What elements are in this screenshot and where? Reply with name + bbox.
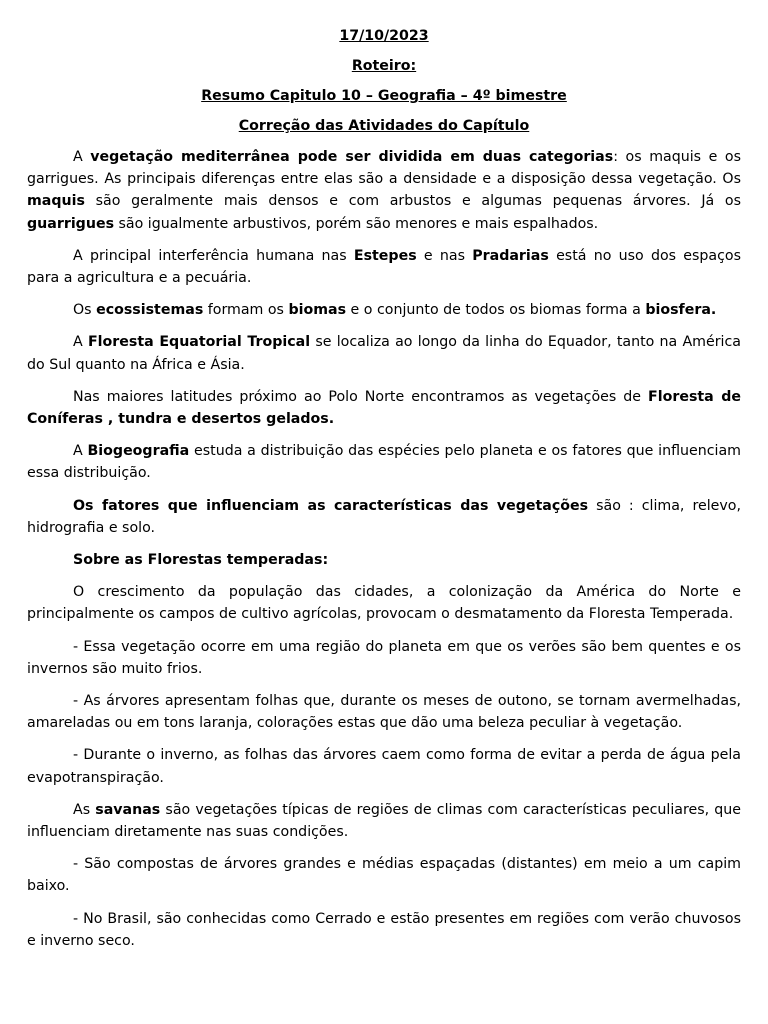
paragraph	[27, 799, 741, 843]
paragraph	[27, 908, 741, 952]
resumo-heading: Resumo Capitulo 10 – Geografia – 4º bimestre	[201, 88, 567, 104]
paragraph	[27, 331, 741, 375]
text: - Essa vegetação ocorre em uma região do planeta em que os verões são bem quentes e os invernos são muito frios.	[27, 638, 741, 677]
text: são igualmente arbustivos, porém são menores e mais espalhados.	[114, 215, 599, 232]
text: e o conjunto de todos os biomas forma a	[346, 302, 646, 319]
text: - No Brasil, são conhecidas como Cerrado e estão presentes em regiões com verão chuvosos e inverno seco.	[27, 910, 741, 949]
bold-text: maquis	[27, 193, 85, 210]
bold-text: Biogeografia	[87, 443, 190, 460]
text: : os maquis e os garrigues. As principais diferenças entre elas são a densidade e a disposição dessa vegetação. Os	[27, 149, 741, 188]
text: A principal interferência humana nas	[73, 247, 354, 264]
text: O crescimento da população das cidades, a colonização da América do Norte e principalmente os campos de cultivo agrícolas, provocam o desmatamento da Floresta Temperada.	[27, 584, 741, 623]
bold-text: guarrigues	[27, 215, 115, 232]
document-body	[27, 146, 741, 952]
paragraph	[27, 386, 741, 430]
date-heading: 17/10/2023	[339, 28, 429, 44]
text: A	[73, 334, 88, 351]
paragraph	[27, 853, 741, 897]
roteiro-heading: Roteiro:	[351, 58, 417, 74]
text: - Durante o inverno, as folhas das árvores caem como forma de evitar a perda de água pela evapotranspiração.	[27, 747, 741, 786]
bold-text: biosfera.	[645, 302, 717, 319]
text: Nas maiores latitudes próximo ao Polo Norte encontramos as vegetações de	[73, 388, 649, 405]
paragraph	[27, 245, 741, 289]
text: As	[73, 801, 96, 818]
correcao-heading: Correção das Atividades do Capítulo	[238, 118, 530, 134]
bold-text: Floresta Equatorial Tropical	[87, 334, 311, 351]
text: - As árvores apresentam folhas que, durante os meses de outono, se tornam avermelhadas, amareladas ou em tons laranja, colorações estas que dão uma beleza peculiar à vegetação.	[27, 693, 741, 732]
paragraph	[27, 440, 741, 484]
text: - São compostas de árvores grandes e médias espaçadas (distantes) em meio a um capim baixo.	[27, 856, 741, 895]
text: são : clima, relevo, hidrografia e solo.	[27, 497, 741, 536]
paragraph	[27, 495, 741, 539]
text: se localiza ao longo da linha do Equador, tanto na América do Sul quanto na África e Ásia.	[27, 334, 741, 373]
bold-text: ecossistemas	[96, 302, 204, 319]
bold-text: Os fatores que influenciam as características das vegetações	[73, 497, 589, 514]
paragraph	[27, 744, 741, 788]
text: são vegetações típicas de regiões de climas com características peculiares, que influenciam diretamente nas suas condições.	[27, 801, 742, 841]
bold-text: Estepes	[353, 247, 417, 264]
text: A	[73, 443, 88, 460]
bold-text: Sobre as Florestas temperadas:	[73, 552, 329, 569]
bold-text: Floresta de Coníferas , tundra e desertos gelados.	[27, 388, 741, 428]
text: Os	[73, 302, 97, 319]
paragraph	[27, 146, 741, 235]
bold-text: biomas	[288, 302, 347, 319]
text: A	[73, 149, 91, 165]
text: estuda a distribuição das espécies pelo planeta e os fatores que influenciam essa distribuição.	[27, 443, 742, 482]
paragraph	[27, 549, 741, 571]
text: formam os	[203, 302, 289, 319]
paragraph	[27, 581, 741, 625]
paragraph	[27, 690, 741, 734]
bold-text: vegetação mediterrânea pode ser dividida em duas categorias	[90, 149, 614, 165]
text: está no uso dos espaços para a agricultura e a pecuária.	[27, 247, 741, 287]
paragraph	[27, 299, 741, 321]
text: são geralmente mais densos e com arbustos e algumas pequenas árvores. Já os	[84, 193, 741, 210]
text: e nas	[416, 247, 473, 264]
paragraph	[27, 636, 741, 680]
bold-text: savanas	[95, 801, 161, 818]
bold-text: Pradarias	[472, 247, 549, 264]
